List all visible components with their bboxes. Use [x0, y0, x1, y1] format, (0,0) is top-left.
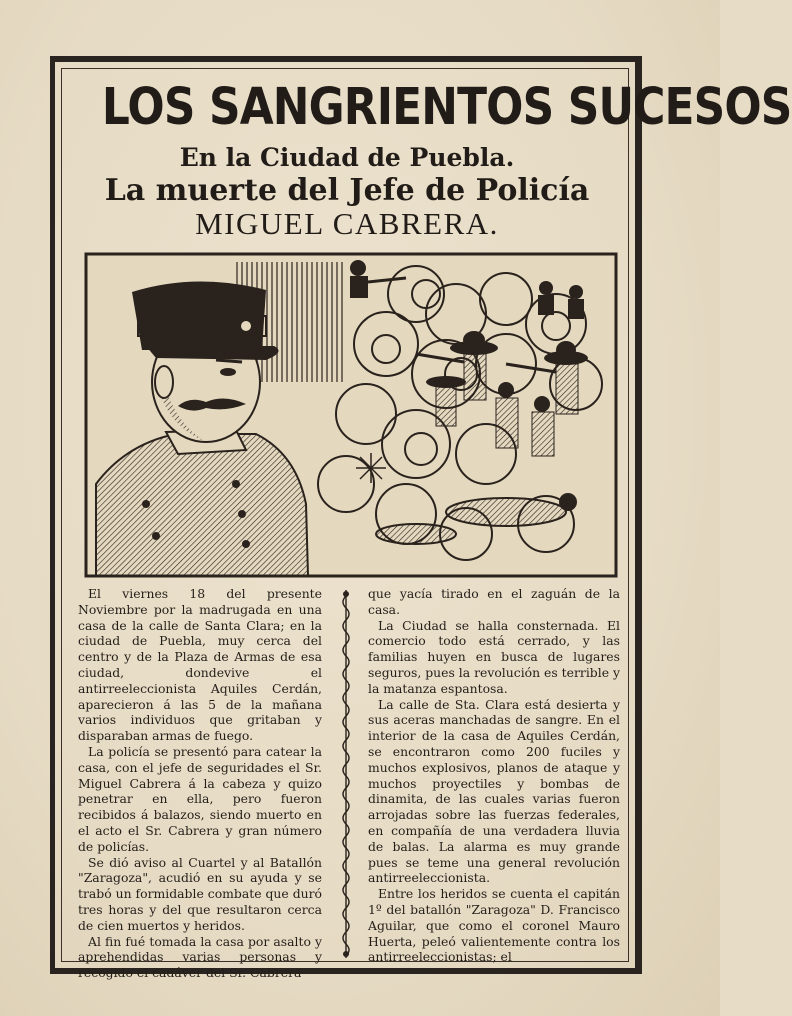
- paragraph: que yacía tirado en el zaguán de la casa.: [368, 586, 620, 617]
- muzzle-flash: [356, 453, 386, 483]
- paragraph: Entre los heridos se cuenta el capitán 1º del batallón "Zaragoza" D. Francisco Aguilar, que como el coronel Mauro Huerta, peleó valientemente contra los antirreeleccionistas; el: [368, 886, 620, 965]
- article-column-left: [78, 586, 322, 981]
- paragraph: La calle de Sta. Clara está desierta y sus aceras manchadas de sangre. En el interior de la casa de Aquiles Cerdán, se encontraron como 200 fuciles y muchos explosivos, planos de ataque y muchos proyectiles y bombas de dinamita, de las cuales varias fueron arrojadas sobre las fuerzas federales, en compañía de una verdadera lluvia de balas. La alarma es muy grande pues se teme una general revolución antirreeleccionista.: [368, 696, 620, 886]
- article-column-right: [368, 586, 620, 965]
- paragraph: Al fin fué tomada la casa por asalto y aprehendidas varias personas y recogido el cadáver del Sr. Cabrera: [78, 933, 322, 981]
- paragraph: La policía se presentó para catear la casa, con el jefe de seguridades el Sr. Miguel Cabrera á la cabeza y quizo penetrar en ella, pero fueron recibidos á balazos, siendo muerto en el acto el Sr. Cabrera y gran número de policías.: [78, 743, 322, 854]
- paragraph: La Ciudad se halla consternada. El comercio todo está cerrado, y las familias huyen en busca de lugares seguros, pues la revolución es terrible y la matanza espantosa.: [368, 617, 620, 696]
- name-line: MIGUEL CABRERA.: [195, 206, 499, 241]
- ornamental-column-divider: [338, 590, 354, 958]
- title-line: La muerte del Jefe de Policía: [104, 173, 590, 208]
- paragraph: El viernes 18 del presente Noviembre por la madrugada en una casa de la calle de Santa Clara; en la ciudad de Puebla, muy cerca del centro y de la Plaza de Armas de esa ciudad, dondevive el antirreeleccionista Aquiles Cerdán, aparecieron á las 5 de la mañana varios individuos que gritaban y disparaban armas de fuego.: [78, 586, 322, 744]
- paragraph: Se dió aviso al Cuartel y al Batallón "Zaragoza", acudió en su ayuda y se trabó un formidable combate que duró tres horas y del que resultaron cerca de cien muertos y heridos.: [78, 854, 322, 933]
- subheadline: En la Ciudad de Puebla.: [179, 143, 515, 172]
- woodcut-illustration: [86, 254, 616, 576]
- headline: LOS SANGRIENTOS SUCESOS: [101, 78, 792, 137]
